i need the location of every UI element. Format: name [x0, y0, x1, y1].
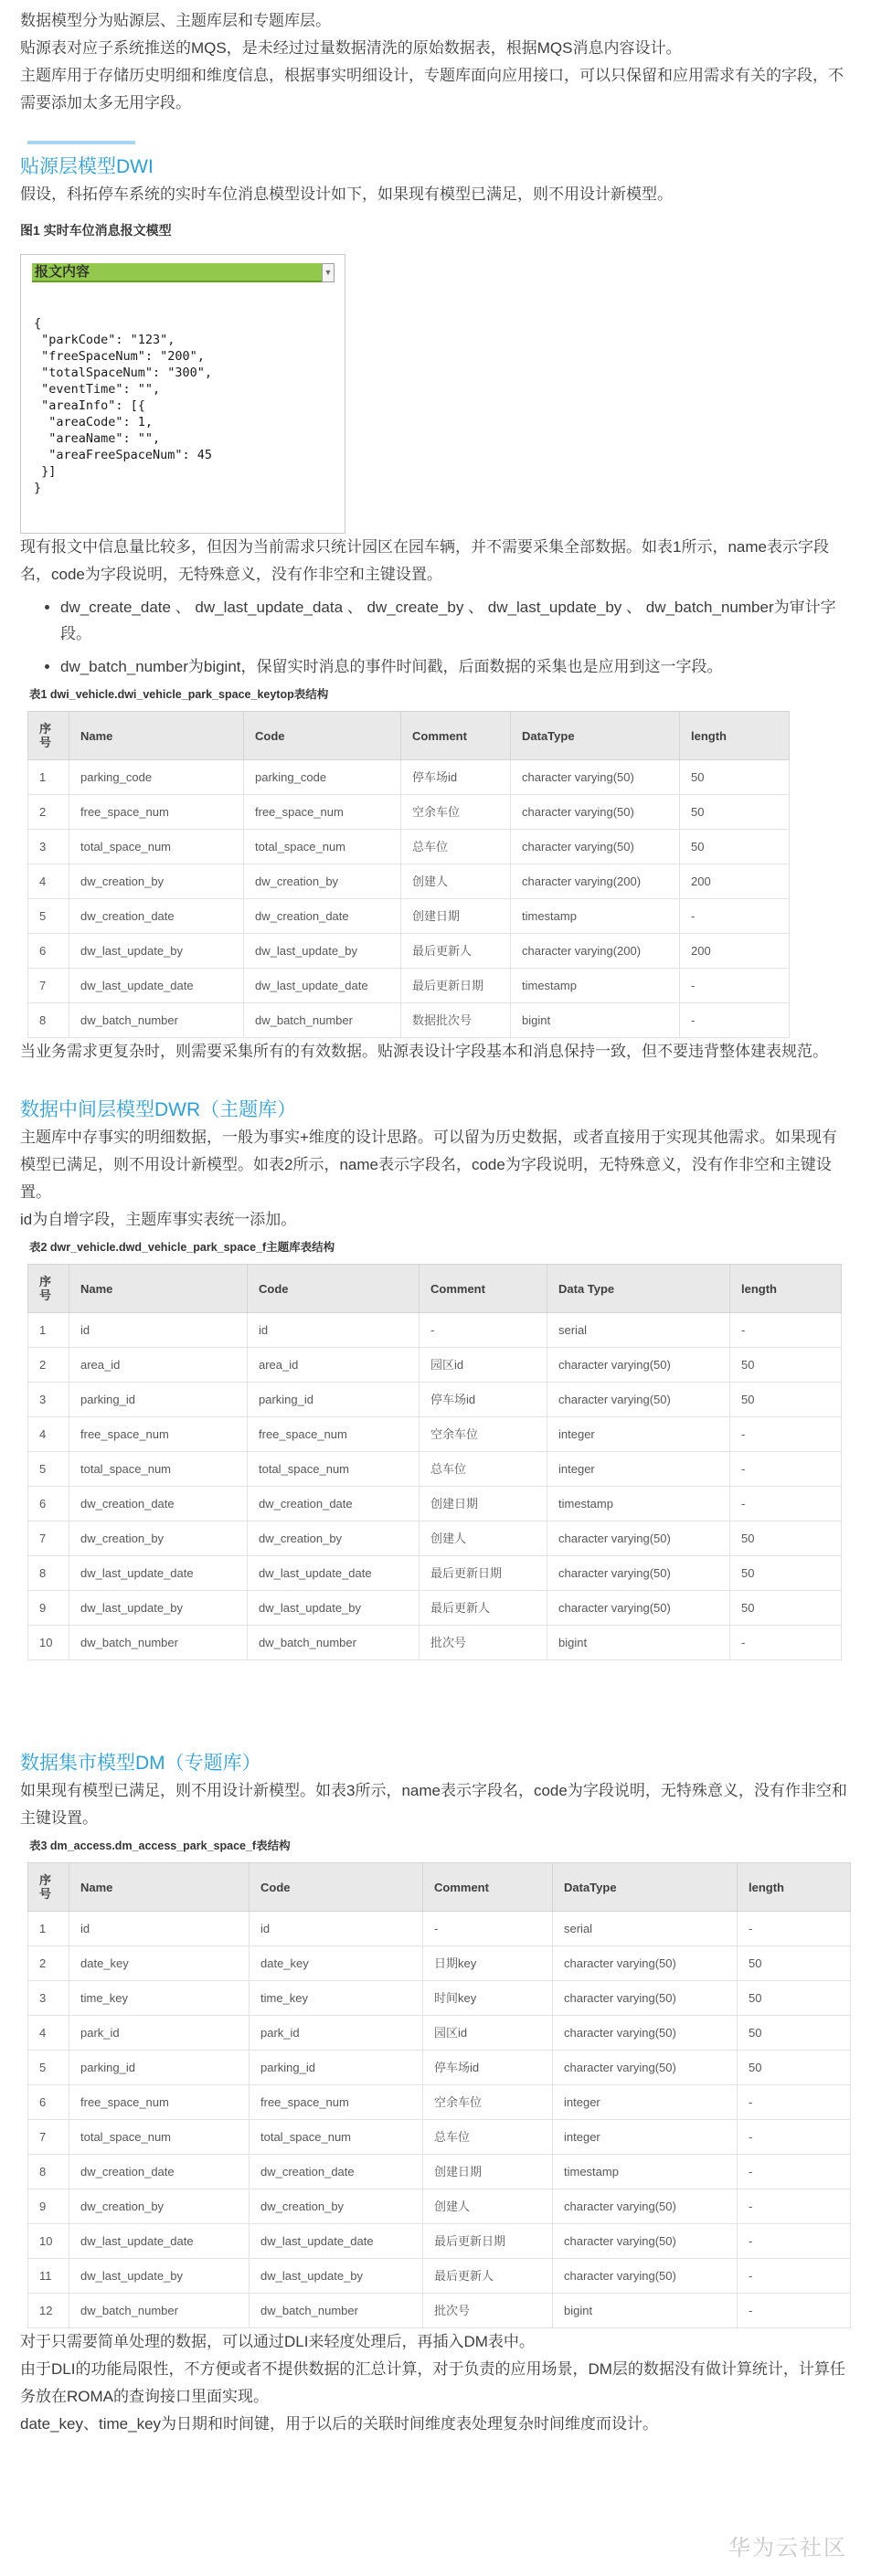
- cell-index: 12: [28, 2294, 69, 2328]
- cell-name: dw_last_update_by: [69, 1591, 248, 1626]
- heading-accent-line: [27, 141, 135, 144]
- cell-index: 3: [28, 1383, 69, 1417]
- table-row: [28, 2155, 851, 2189]
- cell-datatype: character varying(50): [547, 1591, 730, 1626]
- cell-comment: 创建人: [420, 1521, 547, 1556]
- column-header: Comment: [420, 1265, 547, 1313]
- cell-name: dw_last_update_date: [69, 1556, 248, 1591]
- table-row: [28, 934, 790, 969]
- table-row: [28, 830, 790, 864]
- cell-code: dw_creation_by: [250, 2189, 423, 2224]
- section3-heading: 数据集市模型DM（专题库）: [20, 1753, 261, 1774]
- cell-datatype: character varying(50): [553, 2051, 738, 2085]
- cell-code: parking_id: [248, 1383, 420, 1417]
- cell-name: free_space_num: [69, 2085, 250, 2120]
- cell-index: 4: [28, 864, 69, 899]
- cell-name: parking_code: [69, 760, 244, 795]
- cell-name: id: [69, 1313, 248, 1348]
- column-header: Name: [69, 1863, 250, 1912]
- cell-datatype: timestamp: [511, 969, 680, 1003]
- cell-comment: 创建日期: [420, 1487, 547, 1521]
- cell-comment: 批次号: [423, 2294, 553, 2328]
- cell-comment: 创建日期: [423, 2155, 553, 2189]
- table-row: [28, 1521, 842, 1556]
- cell-length: 50: [730, 1383, 842, 1417]
- cell-length: -: [738, 2294, 851, 2328]
- code-line: "areaName": "",: [34, 431, 161, 446]
- cell-comment: 最后更新人: [420, 1591, 547, 1626]
- cell-datatype: character varying(50): [547, 1383, 730, 1417]
- column-header: Comment: [401, 712, 511, 760]
- table-row: [28, 1003, 790, 1038]
- cell-code: dw_last_update_by: [250, 2259, 423, 2294]
- cell-index: 2: [28, 795, 69, 830]
- cell-index: 8: [28, 1003, 69, 1038]
- cell-datatype: character varying(50): [553, 2259, 738, 2294]
- cell-name: dw_creation_date: [69, 1487, 248, 1521]
- cell-name: total_space_num: [69, 2120, 250, 2155]
- table3-dm-structure: [27, 1862, 851, 2328]
- table-row: [28, 2016, 851, 2051]
- cell-datatype: character varying(50): [511, 760, 680, 795]
- huawei-cloud-community-watermark: 华为云社区: [728, 2536, 847, 2560]
- table-row: [28, 969, 790, 1003]
- column-header: length: [730, 1265, 842, 1313]
- column-header: Code: [248, 1265, 420, 1313]
- cell-comment: -: [420, 1313, 547, 1348]
- cell-name: free_space_num: [69, 1417, 248, 1452]
- cell-code: dw_last_update_by: [244, 934, 401, 969]
- section2-id-note: id为自增字段，主题库事实表统一添加。: [20, 1211, 297, 1228]
- cell-datatype: timestamp: [547, 1487, 730, 1521]
- section3-outro-2: 由于DLI的功能局限性，不方便或者不提供数据的汇总计算，对于负责的应用场景，DM层的数据没有做计算统计，计算任务放在ROMA的查询接口里面实现。: [20, 2360, 845, 2405]
- table-row: [28, 2189, 851, 2224]
- cell-code: dw_last_update_date: [250, 2224, 423, 2259]
- cell-comment: 总车位: [420, 1452, 547, 1487]
- section1-paragraph-2: 现有报文中信息量比较多，但因为当前需求只统计园区在园车辆，并不需要采集全部数据。如表1所示，name表示字段名，code为字段说明，无特殊意义，没有作非空和主键设置。: [20, 538, 829, 583]
- code-line: "areaCode": 1,: [34, 415, 154, 429]
- cell-code: free_space_num: [244, 795, 401, 830]
- cell-comment: 最后更新日期: [423, 2224, 553, 2259]
- cell-name: dw_last_update_date: [69, 969, 244, 1003]
- cell-name: dw_batch_number: [69, 1003, 244, 1038]
- column-header: Code: [244, 712, 401, 760]
- cell-datatype: character varying(50): [553, 1981, 738, 2016]
- cell-index: 5: [28, 899, 69, 934]
- cell-datatype: serial: [553, 1912, 738, 1946]
- cell-comment: 园区id: [420, 1348, 547, 1383]
- table2-header-row: [28, 1265, 842, 1313]
- cell-index: 11: [28, 2259, 69, 2294]
- audit-fields-bullet-list: [20, 594, 849, 680]
- section3-intro: 如果现有模型已满足，则不用设计新模型。如表3所示，name表示字段名，code为字段说明，无特殊意义，没有作非空和主键设置。: [20, 1782, 847, 1827]
- cell-name: total_space_num: [69, 830, 244, 864]
- cell-name: dw_creation_date: [69, 899, 244, 934]
- cell-datatype: integer: [553, 2085, 738, 2120]
- section1-heading: 贴源层模型DWI: [20, 156, 154, 177]
- cell-comment: 空余车位: [423, 2085, 553, 2120]
- cell-index: 3: [28, 1981, 69, 2016]
- cell-index: 3: [28, 830, 69, 864]
- cell-datatype: character varying(50): [553, 2016, 738, 2051]
- column-header: Comment: [423, 1863, 553, 1912]
- cell-name: dw_last_update_by: [69, 2259, 250, 2294]
- table-row: [28, 795, 790, 830]
- column-header: 序号: [28, 1265, 69, 1313]
- cell-comment: 园区id: [423, 2016, 553, 2051]
- code-line: "parkCode": "123",: [34, 333, 175, 347]
- cell-index: 8: [28, 1556, 69, 1591]
- table-row: [28, 1981, 851, 2016]
- column-header: Data Type: [547, 1265, 730, 1313]
- table1-dwi-structure: [27, 711, 790, 1038]
- column-header: length: [680, 712, 790, 760]
- table2-dwr-structure: [27, 1264, 842, 1660]
- cell-code: total_space_num: [248, 1452, 420, 1487]
- table2-caption: 表2 dwr_vehicle.dwd_vehicle_park_space_f主题库表结构: [29, 1241, 335, 1254]
- cell-datatype: character varying(50): [547, 1348, 730, 1383]
- cell-code: total_space_num: [250, 2120, 423, 2155]
- code-line: {: [34, 316, 42, 331]
- cell-length: -: [730, 1626, 842, 1660]
- cell-code: parking_code: [244, 760, 401, 795]
- cell-index: 4: [28, 1417, 69, 1452]
- message-panel: [20, 254, 345, 534]
- cell-index: 1: [28, 1912, 69, 1946]
- cell-comment: 最后更新日期: [401, 969, 511, 1003]
- cell-name: dw_batch_number: [69, 2294, 250, 2328]
- cell-index: 7: [28, 969, 69, 1003]
- cell-length: 50: [738, 1981, 851, 2016]
- message-json-code: [21, 315, 345, 496]
- cell-name: parking_id: [69, 1383, 248, 1417]
- section3-outro-3: date_key、time_key为日期和时间键，用于以后的关联时间维度表处理复杂时间维度而设计。: [20, 2415, 659, 2433]
- cell-length: 50: [738, 2051, 851, 2085]
- intro-paragraph-3: 主题库用于存储历史明细和维度信息，根据事实明细设计，专题库面向应用接口，可以只保留和应用需求有关的字段，不需要添加太多无用字段。: [20, 67, 844, 111]
- dropdown-button[interactable]: [322, 263, 335, 282]
- bullet-item: • dw_create_date 、 dw_last_update_data 、 dw_create_by 、 dw_last_update_by 、 dw_batch_number为审计字段。: [60, 594, 849, 647]
- cell-name: dw_creation_by: [69, 1521, 248, 1556]
- table-row: [28, 1452, 842, 1487]
- cell-index: 4: [28, 2016, 69, 2051]
- cell-code: date_key: [250, 1946, 423, 1981]
- cell-comment: 创建日期: [401, 899, 511, 934]
- table-row: [28, 899, 790, 934]
- cell-datatype: timestamp: [511, 899, 680, 934]
- cell-index: 9: [28, 2189, 69, 2224]
- cell-code: dw_batch_number: [248, 1626, 420, 1660]
- cell-comment: 停车场id: [401, 760, 511, 795]
- cell-name: time_key: [69, 1981, 250, 2016]
- code-line: "areaInfo": [{: [34, 398, 145, 413]
- cell-index: 5: [28, 2051, 69, 2085]
- column-header: DataType: [553, 1863, 738, 1912]
- cell-datatype: character varying(200): [511, 864, 680, 899]
- cell-code: time_key: [250, 1981, 423, 2016]
- cell-name: dw_last_update_date: [69, 2224, 250, 2259]
- table-row: [28, 1348, 842, 1383]
- cell-datatype: character varying(50): [511, 795, 680, 830]
- table-row: [28, 2051, 851, 2085]
- cell-length: -: [680, 899, 790, 934]
- cell-datatype: integer: [547, 1452, 730, 1487]
- cell-length: 50: [738, 1946, 851, 1981]
- cell-name: area_id: [69, 1348, 248, 1383]
- cell-code: total_space_num: [244, 830, 401, 864]
- cell-name: parking_id: [69, 2051, 250, 2085]
- cell-datatype: character varying(50): [553, 2224, 738, 2259]
- table-row: [28, 1417, 842, 1452]
- cell-name: total_space_num: [69, 1452, 248, 1487]
- cell-index: 6: [28, 1487, 69, 1521]
- message-panel-title: 报文内容: [32, 263, 322, 282]
- table-row: [28, 2120, 851, 2155]
- cell-comment: 创建人: [401, 864, 511, 899]
- table-row: [28, 760, 790, 795]
- cell-datatype: character varying(50): [553, 2189, 738, 2224]
- table3-caption: 表3 dm_access.dm_access_park_space_f表结构: [29, 1839, 291, 1852]
- section2-intro: 主题库中存事实的明细数据，一般为事实+维度的设计思路。可以留为历史数据，或者直接用于实现其他需求。如果现有模型已满足，则不用设计新模型。如表2所示，name表示字段名，code为字段说明，无特殊意义，没有作非空和主键设置。: [20, 1129, 837, 1201]
- column-header: length: [738, 1863, 851, 1912]
- column-header: DataType: [511, 712, 680, 760]
- cell-length: -: [730, 1313, 842, 1348]
- table-row: [28, 1591, 842, 1626]
- cell-code: id: [250, 1912, 423, 1946]
- cell-datatype: character varying(50): [511, 830, 680, 864]
- cell-code: area_id: [248, 1348, 420, 1383]
- cell-index: 8: [28, 2155, 69, 2189]
- cell-comment: 最后更新人: [401, 934, 511, 969]
- cell-comment: 空余车位: [401, 795, 511, 830]
- cell-comment: 最后更新日期: [420, 1556, 547, 1591]
- cell-index: 10: [28, 1626, 69, 1660]
- cell-length: -: [730, 1417, 842, 1452]
- cell-code: dw_creation_date: [250, 2155, 423, 2189]
- cell-name: dw_creation_by: [69, 864, 244, 899]
- cell-length: -: [738, 2259, 851, 2294]
- cell-datatype: character varying(200): [511, 934, 680, 969]
- cell-index: 2: [28, 1946, 69, 1981]
- cell-comment: 最后更新人: [423, 2259, 553, 2294]
- cell-comment: 日期key: [423, 1946, 553, 1981]
- cell-name: date_key: [69, 1946, 250, 1981]
- table-row: [28, 1383, 842, 1417]
- section1-outro: 当业务需求更复杂时，则需要采集所有的有效数据。贴源表设计字段基本和消息保持一致，但不要违背整体建表规范。: [20, 1043, 828, 1060]
- cell-name: dw_batch_number: [69, 1626, 248, 1660]
- cell-code: dw_creation_date: [244, 899, 401, 934]
- figure1-caption: 图1 实时车位消息报文模型: [20, 223, 172, 238]
- cell-comment: 空余车位: [420, 1417, 547, 1452]
- cell-comment: 总车位: [401, 830, 511, 864]
- cell-name: dw_last_update_by: [69, 934, 244, 969]
- section3-outro-1: 对于只需要简单处理的数据，可以通过DLI来轻度处理后，再插入DM表中。: [20, 2333, 535, 2350]
- cell-index: 6: [28, 934, 69, 969]
- cell-code: parking_id: [250, 2051, 423, 2085]
- cell-index: 9: [28, 1591, 69, 1626]
- cell-comment: 批次号: [420, 1626, 547, 1660]
- cell-comment: 时间key: [423, 1981, 553, 2016]
- cell-length: -: [738, 2224, 851, 2259]
- cell-length: 50: [738, 2016, 851, 2051]
- table-row: [28, 2224, 851, 2259]
- cell-comment: -: [423, 1912, 553, 1946]
- cell-index: 7: [28, 1521, 69, 1556]
- cell-length: -: [730, 1452, 842, 1487]
- cell-length: -: [738, 2155, 851, 2189]
- code-line: "totalSpaceNum": "300",: [34, 366, 213, 380]
- cell-length: 50: [730, 1348, 842, 1383]
- table-row: [28, 1946, 851, 1981]
- cell-index: 1: [28, 760, 69, 795]
- cell-datatype: bigint: [511, 1003, 680, 1038]
- cell-code: park_id: [250, 2016, 423, 2051]
- table-row: [28, 1626, 842, 1660]
- cell-name: id: [69, 1912, 250, 1946]
- cell-datatype: serial: [547, 1313, 730, 1348]
- cell-name: park_id: [69, 2016, 250, 2051]
- table-row: [28, 2259, 851, 2294]
- cell-code: dw_batch_number: [250, 2294, 423, 2328]
- table-row: [28, 1556, 842, 1591]
- column-header: 序号: [28, 712, 69, 760]
- message-panel-header: [32, 263, 335, 282]
- cell-datatype: character varying(50): [553, 1946, 738, 1981]
- cell-length: -: [738, 2085, 851, 2120]
- table1-caption: 表1 dwi_vehicle.dwi_vehicle_park_space_keytop表结构: [29, 688, 329, 701]
- cell-length: -: [738, 2189, 851, 2224]
- cell-datatype: character varying(50): [547, 1521, 730, 1556]
- cell-length: 50: [680, 760, 790, 795]
- cell-length: 200: [680, 934, 790, 969]
- chevron-down-icon: ▼: [324, 268, 333, 277]
- table-row: [28, 2085, 851, 2120]
- cell-length: 200: [680, 864, 790, 899]
- cell-datatype: integer: [553, 2120, 738, 2155]
- cell-length: 50: [730, 1591, 842, 1626]
- code-line: "areaFreeSpaceNum": 45: [34, 448, 213, 462]
- cell-length: -: [738, 1912, 851, 1946]
- cell-datatype: bigint: [553, 2294, 738, 2328]
- cell-length: 50: [680, 830, 790, 864]
- cell-length: 50: [730, 1521, 842, 1556]
- code-line: "freeSpaceNum": "200",: [34, 349, 205, 364]
- cell-index: 2: [28, 1348, 69, 1383]
- cell-code: dw_batch_number: [244, 1003, 401, 1038]
- code-line: }]: [34, 464, 57, 479]
- cell-index: 7: [28, 2120, 69, 2155]
- section2-heading: 数据中间层模型DWR（主题库）: [20, 1099, 297, 1120]
- cell-comment: 停车场id: [420, 1383, 547, 1417]
- cell-length: -: [730, 1487, 842, 1521]
- cell-index: 10: [28, 2224, 69, 2259]
- column-header: Name: [69, 712, 244, 760]
- bullet-item: • dw_batch_number为bigint，保留实时消息的事件时间戳，后面数据的采集也是应用到这一字段。: [60, 653, 849, 680]
- cell-code: dw_last_update_by: [248, 1591, 420, 1626]
- cell-index: 1: [28, 1313, 69, 1348]
- code-line: "eventTime": "",: [34, 382, 161, 397]
- table3-header-row: [28, 1863, 851, 1912]
- cell-code: dw_creation_date: [248, 1487, 420, 1521]
- cell-datatype: timestamp: [553, 2155, 738, 2189]
- cell-name: free_space_num: [69, 795, 244, 830]
- code-line: }: [34, 481, 42, 495]
- cell-datatype: bigint: [547, 1626, 730, 1660]
- cell-code: free_space_num: [248, 1417, 420, 1452]
- cell-index: 6: [28, 2085, 69, 2120]
- table1-header-row: [28, 712, 790, 760]
- cell-length: -: [738, 2120, 851, 2155]
- table-row: [28, 1487, 842, 1521]
- cell-code: dw_last_update_date: [248, 1556, 420, 1591]
- cell-length: -: [680, 1003, 790, 1038]
- cell-code: dw_last_update_date: [244, 969, 401, 1003]
- table-row: [28, 1912, 851, 1946]
- cell-code: dw_creation_by: [244, 864, 401, 899]
- section1-intro: 假设，科拓停车系统的实时车位消息模型设计如下，如果现有模型已满足，则不用设计新模型。: [20, 186, 673, 203]
- cell-comment: 停车场id: [423, 2051, 553, 2085]
- intro-paragraph-1: 数据模型分为贴源层、主题库层和专题库层。: [20, 12, 331, 29]
- table-row: [28, 2294, 851, 2328]
- cell-length: -: [680, 969, 790, 1003]
- cell-index: 5: [28, 1452, 69, 1487]
- cell-comment: 数据批次号: [401, 1003, 511, 1038]
- table-row: [28, 1313, 842, 1348]
- intro-paragraph-2: 贴源表对应子系统推送的MQS，是未经过过量数据清洗的原始数据表，根据MQS消息内容设计。: [20, 39, 682, 57]
- cell-code: free_space_num: [250, 2085, 423, 2120]
- cell-name: dw_creation_date: [69, 2155, 250, 2189]
- column-header: Code: [250, 1863, 423, 1912]
- column-header: Name: [69, 1265, 248, 1313]
- cell-code: dw_creation_by: [248, 1521, 420, 1556]
- cell-name: dw_creation_by: [69, 2189, 250, 2224]
- column-header: 序号: [28, 1863, 69, 1912]
- cell-comment: 总车位: [423, 2120, 553, 2155]
- cell-code: id: [248, 1313, 420, 1348]
- table-row: [28, 864, 790, 899]
- cell-datatype: integer: [547, 1417, 730, 1452]
- cell-datatype: character varying(50): [547, 1556, 730, 1591]
- cell-length: 50: [680, 795, 790, 830]
- cell-length: 50: [730, 1556, 842, 1591]
- cell-comment: 创建人: [423, 2189, 553, 2224]
